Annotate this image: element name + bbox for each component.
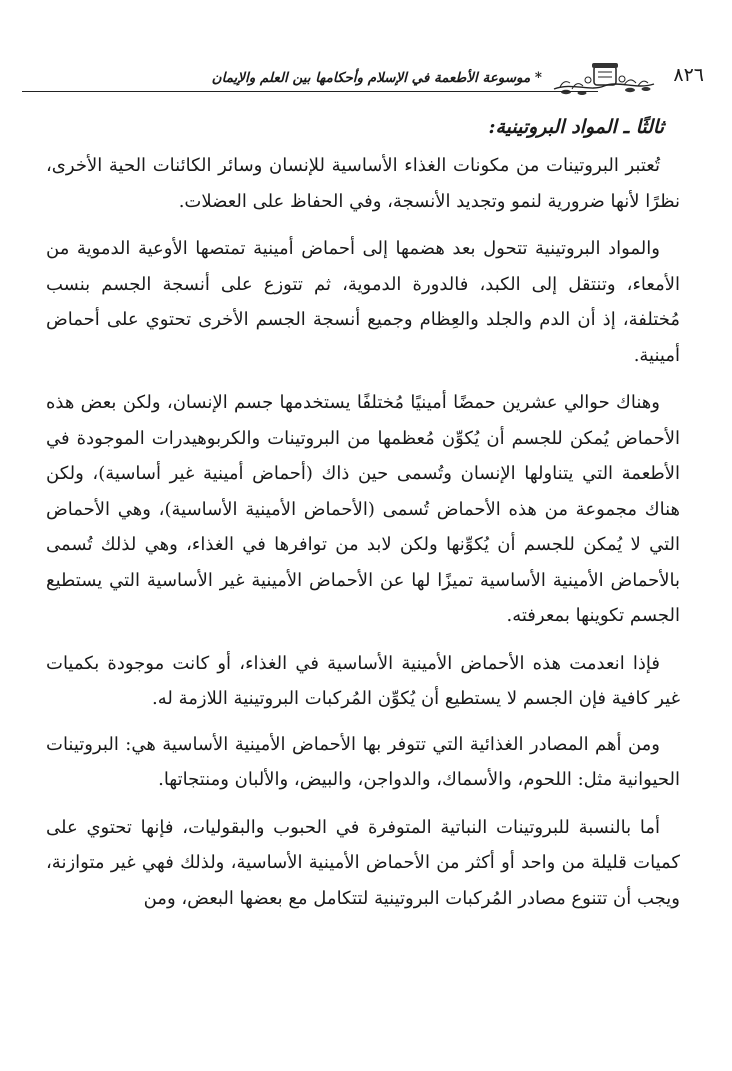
paragraph: أما بالنسبة للبروتينات النباتية المتوفرة في الحبوب والبقوليات، فإنها تحتوي على كميات قليلة من واحد أو أكثر من الأحماض الأمينية الأساسية، ولذلك فهي غير متوازنة، ويجب أن تتنوع مصادر المُركبات البروتينية لتتكامل مع بعضها البعض، ومن bbox=[46, 816, 680, 909]
header-rule bbox=[22, 91, 598, 92]
page-body bbox=[46, 112, 680, 928]
paragraph: وهناك حوالي عشرين حمضًا أمينيًا مُختلفًا يستخدمها جسم الإنسان، ولكن بعض هذه الأحماض يُمكن للجسم أن يُكوِّن مُعظمها من البروتينات والكربوهيدرات الموجودة في الأطعمة التي يتناولها الإنسان وتُسمى حين ذاك (أحماض أمينية غير أساسية)، ولكن هناك مجموعة من هذه الأحماض تُسمى (الأحماض الأمينية الأساسية)، وهي الأحماض التي لا يُمكن للجسم أن يُكوِّنها ولكن لابد من توافرها في الغذاء، وهي لذلك تُسمى بالأحماض الأمينية الأساسية تميزًا لها عن الأحماض الأمينية غير الأساسية التي يستطيع الجسم تكوينها بمعرفته. bbox=[46, 392, 680, 626]
paragraph: والمواد البروتينية تتحول بعد هضمها إلى أحماض أمينية تمتصها الأوعية الدموية من الأمعاء، وتنتقل إلى الكبد، فالدورة الدموية، ثم تتوزع على أنسجة الجسم بنسب مُختلفة، إذ أن الدم والجلد والعِظام وجميع أنسجة الجسم الأخرى تحتوي على أحماض أمينية. bbox=[46, 238, 680, 366]
paragraph: تُعتبر البروتينات من مكونات الغذاء الأساسية للإنسان وسائر الكائنات الحية الأخرى، نظرًا لأنها ضرورية لنمو وتجديد الأنسجة، وفي الحفاظ على العضلات. bbox=[46, 155, 680, 212]
page-number: ٨٢٦ bbox=[673, 64, 704, 86]
paragraph: فإذا انعدمت هذه الأحماض الأمينية الأساسية في الغذاء، أو كانت موجودة بكميات غير كافية فإن الجسم لا يستطيع أن يُكوِّن المُركبات البروتينية اللازمة له. bbox=[46, 652, 680, 709]
running-header bbox=[22, 56, 710, 96]
section-heading: ثالثًا ـ المواد البروتينية: bbox=[488, 116, 664, 138]
book-title: * موسوعة الأطعمة في الإسلام وأحكامها بين العلم والإيمان bbox=[211, 70, 542, 86]
paragraph: ومن أهم المصادر الغذائية التي تتوفر بها الأحماض الأمينية الأساسية هي: البروتينات الحيوانية مثل: اللحوم، والأسماك، والدواجن، والبيض، والألبان ومنتجاتها. bbox=[46, 733, 680, 790]
